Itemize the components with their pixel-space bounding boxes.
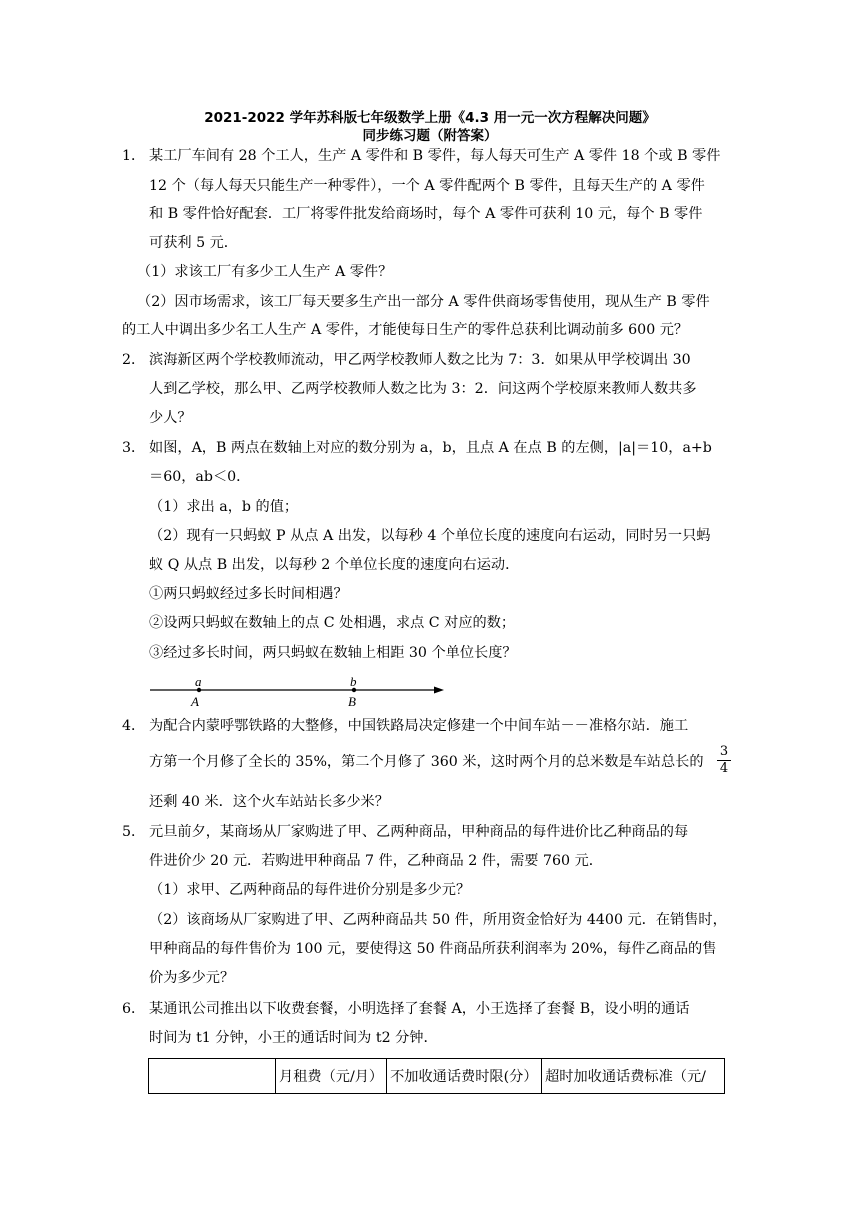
fraction-denominator: 4 (719, 761, 729, 776)
q1-number: 1． (122, 148, 146, 164)
label-b: b (350, 674, 357, 689)
q3-line: ＝60，ab＜0． (149, 469, 251, 485)
label-A: A (191, 694, 199, 709)
label-a: a (195, 674, 202, 689)
fee-plan-table (148, 1058, 725, 1094)
q5-line: 件进价少 20 元．若购进甲种商品 7 件，乙种商品 2 件，需要 760 元． (149, 853, 603, 869)
q3-part2-line: 蚁 Q 从点 B 出发，以每秒 2 个单位长度的速度向右运动． (149, 557, 520, 573)
q6-line: 某通讯公司推出以下收费套餐，小明选择了套餐 A，小王选择了套餐 B，设小明的通话 (149, 1001, 690, 1017)
q3-part1: （1）求出 a，b 的值； (149, 499, 299, 515)
q1-line: 12 个（每人每天只能生产一种零件），一个 A 零件配两个 B 零件，且每天生产的 A 零件 (149, 178, 705, 194)
q5-part2-line: 甲种商品的每件售价为 100 元，要使得这 50 件商品所获利润率为 20%，每件乙商品的售 (149, 941, 717, 957)
q3-subpart-3: ③经过多长时间，两只蚂蚁在数轴上相距 30 个单位长度？ (149, 645, 517, 661)
q1-part1: （1）求该工厂有多少工人生产 A 零件？ (137, 264, 393, 280)
q2-line: 滨海新区两个学校教师流动，甲乙两学校教师人数之比为 7：3．如果从甲学校调出 30 (149, 352, 691, 368)
q1-line: 某工厂车间有 28 个工人，生产 A 零件和 B 零件，每人每天可生产 A 零件 18 个或 B 零件 (149, 148, 721, 164)
q4-line: 方第一个月修了全长的 35%，第二个月修了 360 米，这时两个月的总米数是车站总长的 (149, 754, 704, 770)
q5-part2-line: （2）该商场从厂家购进了甲、乙两种商品共 50 件，所用资金恰好为 4400 元．在销售时， (149, 912, 727, 928)
axis-arrow (434, 687, 444, 694)
table-header-cell: 不加收通话费时限(分） (387, 1059, 542, 1094)
q3-subpart-1: ①两只蚂蚁经过多长时间相遇？ (149, 586, 348, 602)
table-header-row (149, 1059, 725, 1094)
q4-line: 还剩 40 米．这个火车站站长多少米？ (149, 794, 389, 810)
q4-line: 为配合内蒙呼鄂铁路的大整修，中国铁路局决定修建一个中间车站－－准格尔站．施工 (149, 718, 689, 734)
q4-number: 4． (122, 718, 146, 734)
q3-part2-line: （2）现有一只蚂蚁 P 从点 A 出发，以每秒 4 个单位长度的速度向右运动，同时另一只蚂 (149, 528, 711, 544)
title-line-2: 同步练习题（附答案） (362, 128, 498, 144)
q2-line: 人到乙学校，那么甲、乙两学校教师人数之比为 3：2．问这两个学校原来教师人数共多 (149, 381, 697, 397)
q6-number: 6． (122, 1001, 146, 1017)
fraction-three-quarters (717, 745, 731, 776)
q1-line: 和 B 零件恰好配套．工厂将零件批发给商场时，每个 A 零件可获利 10 元，每个 B 零件 (149, 206, 703, 222)
q1-line: 可获利 5 元． (149, 235, 238, 251)
q1-part2-line: 的工人中调出多少名工人生产 A 零件，才能使每日生产的零件总获利比调动前多 600 元？ (122, 322, 689, 338)
number-line-figure (148, 670, 453, 712)
q5-part2-line: 价为多少元？ (149, 970, 235, 986)
q5-line: 元旦前夕，某商场从厂家购进了甲、乙两种商品，甲种商品的每件进价比乙种商品的每 (149, 824, 689, 840)
table-header-cell (149, 1059, 276, 1094)
title-line-1: 2021-2022 学年苏科版七年级数学上册《4.3 用一元一次方程解决问题》 (204, 110, 656, 126)
q3-number: 3． (122, 440, 146, 456)
fraction-numerator: 3 (719, 744, 729, 759)
q1-part2-line: （2）因市场需求，该工厂每天要多生产出一部分 A 零件供商场零售使用，现从生产 B 零件 (137, 294, 710, 310)
table-header-cell: 月租费（元/月） (276, 1059, 387, 1094)
table-header-cell: 超时加收通话费标准（元/ (542, 1059, 725, 1094)
q6-line: 时间为 t1 分钟，小王的通话时间为 t2 分钟． (149, 1030, 438, 1046)
q3-subpart-2: ②设两只蚂蚁在数轴上的点 C 处相遇，求点 C 对应的数； (149, 615, 516, 631)
q5-part1: （1）求甲、乙两种商品的每件进价分别是多少元？ (149, 882, 471, 898)
q2-number: 2． (122, 352, 146, 368)
q2-line: 少人？ (149, 410, 192, 426)
q5-number: 5． (122, 824, 146, 840)
label-B: B (348, 694, 356, 709)
q3-line: 如图，A，B 两点在数轴上对应的数分别为 a，b，且点 A 在点 B 的左侧，|a|＝10，a+b (149, 440, 712, 456)
